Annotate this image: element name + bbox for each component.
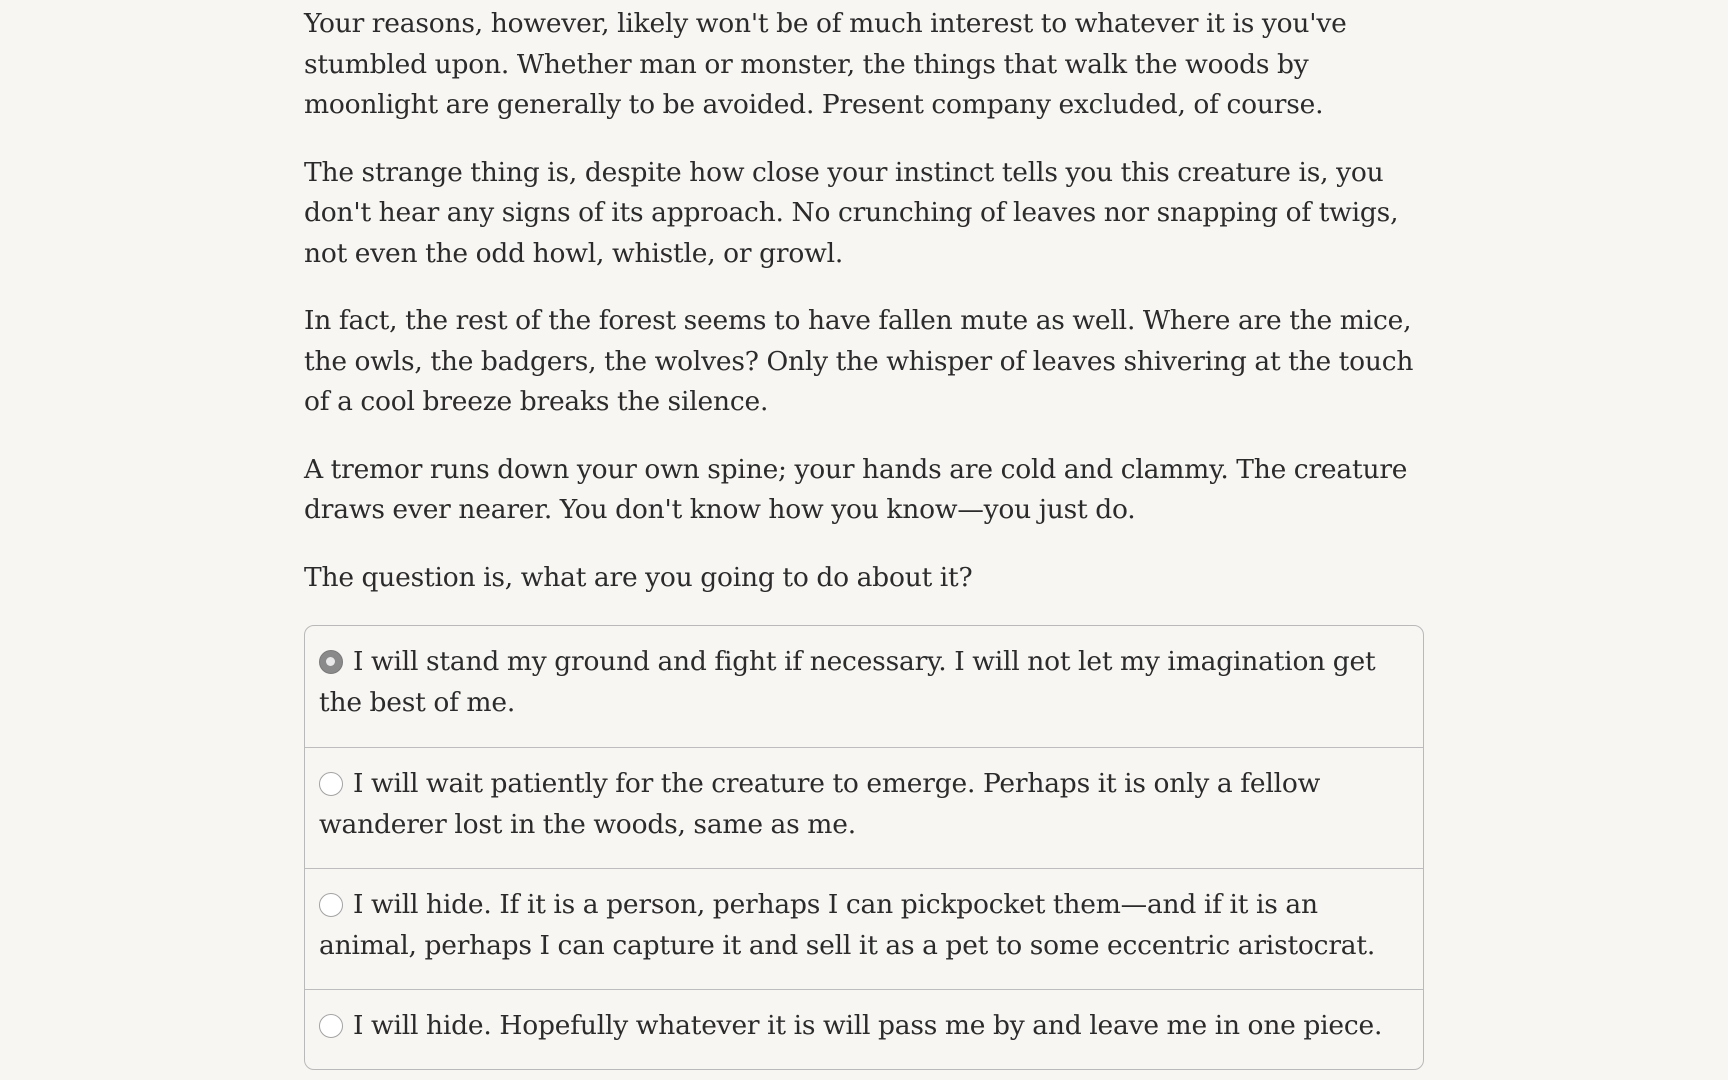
radio-button-icon[interactable]: [319, 772, 343, 796]
story-paragraph: Your reasons, however, likely won't be of much interest to whatever it is you've stumbled upon. Whether man or monster, the things that walk the woods by moonlight are generally to be avoided. Present company excluded, of course.: [304, 8, 1347, 120]
story-column: [304, 4, 1424, 1070]
choice-option-4[interactable]: [305, 989, 1423, 1069]
story-paragraph: A tremor runs down your own spine; your hands are cold and clammy. The creature draws ever nearer. You don't know how you know—you just do.: [304, 453, 1408, 525]
choice-option-3[interactable]: [305, 868, 1423, 989]
choice-list: [304, 625, 1424, 1070]
choice-option-1[interactable]: [305, 626, 1423, 747]
choice-label: I will hide. If it is a person, perhaps I can pickpocket them—and if it is an animal, perhaps I can capture it and sell it as a pet to some eccentric aristocrat.: [319, 889, 1376, 961]
radio-button-icon[interactable]: [319, 650, 343, 674]
choice-label: I will wait patiently for the creature to emerge. Perhaps it is only a fellow wanderer lost in the woods, same as me.: [319, 768, 1321, 840]
radio-button-icon[interactable]: [319, 1014, 343, 1038]
story-paragraph: The strange thing is, despite how close your instinct tells you this creature is, you don't hear any signs of its approach. No crunching of leaves nor snapping of twigs, not even the odd howl, whistle, or growl.: [304, 156, 1399, 269]
story-paragraph: In fact, the rest of the forest seems to have fallen mute as well. Where are the mice, the owls, the badgers, the wolves? Only the whisper of leaves shivering at the touch of a cool breeze breaks the silence.: [304, 305, 1414, 417]
choice-option-2[interactable]: [305, 747, 1423, 868]
story-question: The question is, what are you going to do about it?: [304, 561, 973, 593]
choice-label: I will stand my ground and fight if necessary. I will not let my imagination get the best of me.: [319, 646, 1376, 718]
choice-label: I will hide. Hopefully whatever it is will pass me by and leave me in one piece.: [353, 1010, 1383, 1041]
radio-button-icon[interactable]: [319, 893, 343, 917]
